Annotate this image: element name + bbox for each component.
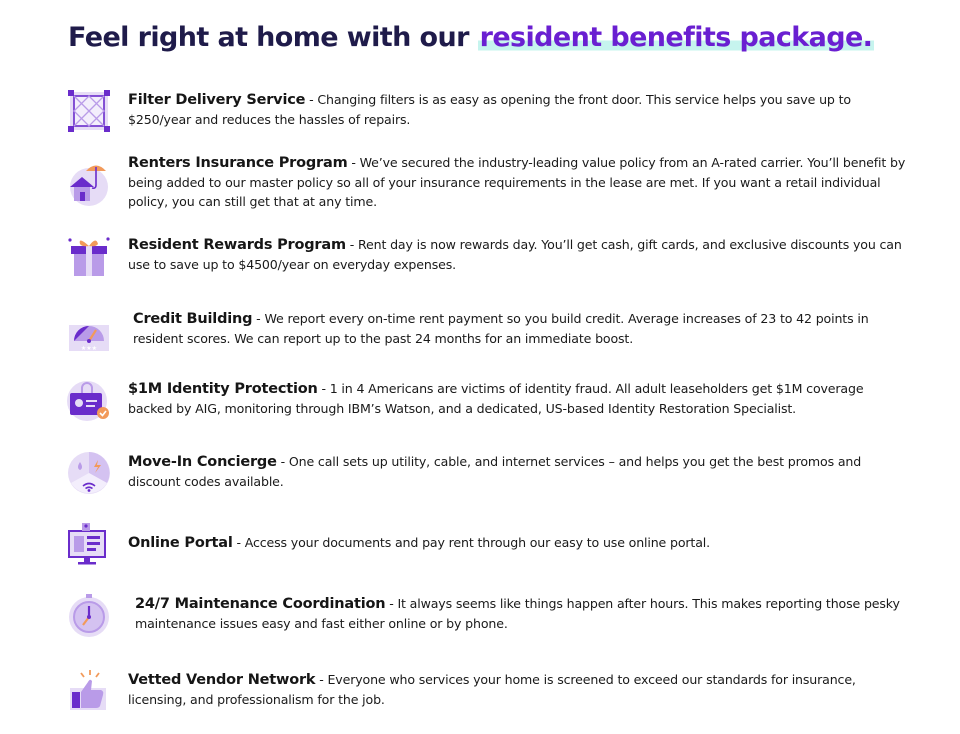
benefit-move-in-concierge	[66, 452, 946, 516]
benefit-description: 1 in 4 Americans are victims of identity fraud. All adult leaseholders get $1M coverage backed by AIG, monitoring through IBM’s Watson, and a dedicated, US-based Identity Restoration Specialist.	[128, 381, 864, 416]
utilities-icon	[66, 450, 112, 496]
benefit-description: Access your documents and pay rent through our easy to use online portal.	[244, 535, 710, 550]
headline-highlight: resident benefits package.	[479, 22, 873, 53]
id-card-lock-icon	[66, 379, 112, 425]
benefit-text: 24/7 Maintenance Coordination - It always seems like things happen after hours. This makes reporting those pesky maintenance issues easy and fast either online or by phone.	[135, 596, 900, 631]
gift-box-icon	[66, 234, 112, 280]
benefit-identity-protection	[66, 379, 946, 443]
benefit-title: Credit Building	[133, 311, 253, 327]
benefit-text: Vetted Vendor Network - Everyone who services your home is screened to exceed our standards for insurance, licensing, and professionalism for the job.	[128, 672, 856, 707]
clock-icon	[66, 594, 112, 640]
headline-lead: Feel right at home with our	[68, 22, 478, 53]
benefit-maintenance-coordination	[66, 594, 946, 658]
benefit-online-portal	[66, 533, 946, 597]
benefit-text: Resident Rewards Program - Rent day is now rewards day. You’ll get cash, gift cards, and exclusive discounts you can use to save up to $4500/year on everyday expenses.	[128, 237, 902, 272]
benefit-title: Move-In Concierge	[128, 454, 277, 470]
benefit-text: Online Portal - Access your documents and pay rent through our easy to use online portal.	[128, 535, 710, 551]
benefit-text: Filter Delivery Service - Changing filters is as easy as opening the front door. This service helps you save up to $250/year and reduces the hassles of repairs.	[128, 92, 851, 127]
benefit-resident-rewards	[66, 235, 946, 299]
svg-text:★★★: ★★★	[80, 345, 98, 352]
benefit-renters-insurance	[66, 153, 946, 217]
benefit-title: Renters Insurance Program	[128, 155, 348, 171]
benefit-filter-delivery	[66, 90, 946, 154]
benefit-text: Credit Building - We report every on-time rent payment so you build credit. Average increases of 23 to 42 points in resident scores. We can report up to the past 24 months for an immediate boost.	[133, 311, 869, 346]
benefit-title: Vetted Vendor Network	[128, 672, 316, 688]
benefit-title: 24/7 Maintenance Coordination	[135, 596, 386, 612]
benefit-title: $1M Identity Protection	[128, 381, 318, 397]
benefit-description: Everyone who services your home is screened to exceed our standards for insurance, licensing, and professionalism for the job.	[128, 672, 856, 707]
credit-gauge-icon	[66, 311, 112, 357]
benefit-title: Online Portal	[128, 535, 233, 551]
benefit-text: Renters Insurance Program - We’ve secured the industry-leading value policy from an A-rated carrier. You’ll benefit by being added to our master policy so all of your insurance requirements in the lease are met. If you want a retail individual policy, you can still get that at any time.	[128, 155, 906, 209]
benefit-description: We report every on-time rent payment so you build credit. Average increases of 23 to 42 points in resident scores. We can report up to the past 24 months for an immediate boost.	[133, 311, 869, 346]
benefit-description: Rent day is now rewards day. You’ll get cash, gift cards, and exclusive discounts you can use to save up to $4500/year on everyday expenses.	[128, 237, 902, 272]
page-headline	[68, 22, 874, 53]
benefit-description: We’ve secured the industry-leading value policy from an A-rated carrier. You’ll benefit by being added to our master policy so all of your insurance requirements in the lease are met. If you want a retail individual policy, you can still get that at any time.	[128, 155, 906, 209]
benefit-description: It always seems like things happen after hours. This makes reporting those pesky maintenance issues easy and fast either online or by phone.	[135, 596, 900, 631]
benefit-text: $1M Identity Protection - 1 in 4 Americans are victims of identity fraud. All adult leaseholders get $1M coverage backed by AIG, monitoring through IBM’s Watson, and a dedicated, US-based Identity Restoration Specialist.	[128, 381, 864, 416]
benefit-vetted-vendor-network	[66, 670, 946, 734]
benefit-title: Filter Delivery Service	[128, 92, 306, 108]
benefit-description: One call sets up utility, cable, and internet services – and helps you get the best promos and discount codes available.	[128, 454, 862, 489]
benefit-title: Resident Rewards Program	[128, 237, 346, 253]
umbrella-house-icon	[66, 161, 112, 207]
benefit-description: Changing filters is as easy as opening the front door. This service helps you save up to $250/year and reduces the hassles of repairs.	[128, 92, 851, 127]
air-filter-icon	[66, 88, 112, 134]
benefit-credit-building	[66, 309, 946, 373]
thumbs-up-icon	[66, 668, 112, 714]
monitor-portal-icon	[66, 521, 112, 567]
benefit-text: Move-In Concierge - One call sets up utility, cable, and internet services – and helps you get the best promos and discount codes available.	[128, 454, 862, 489]
